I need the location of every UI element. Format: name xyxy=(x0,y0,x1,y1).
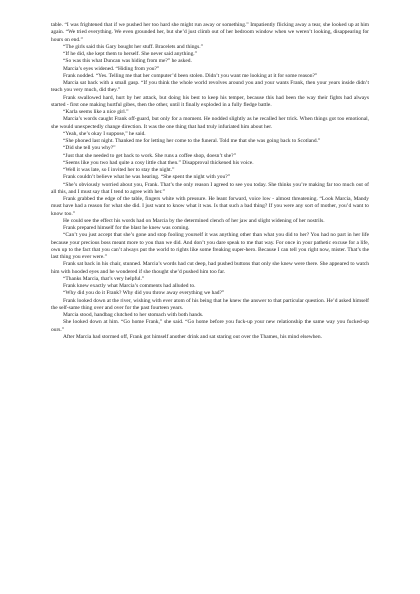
paragraph: Frank sat back in his chair, stunned. Marcia’s words had cut deep, had pushed buttons that only she knew were there. She appeared to watch him with hooded eyes and he wondered if she thought she’d pushed him too far. xyxy=(51,261,369,275)
paragraph: Marcia’s words caught Frank off-guard, but only for a moment. He nodded slightly as he recalled her trick. When things got too emotional, she would unexpectedly change direction. It was the one thing that had truly infuriated him about her. xyxy=(51,116,369,130)
paragraph: Marcia sat back with a small gasp. “If you think the whole world revolves around you and your wants Frank, then your years inside didn’t teach you very much, did they.” xyxy=(51,80,369,94)
paragraph: Frank swallowed hard, hurt by her attack, but doing his best to keep his temper, because this had been the way their fights had always started - first one making hurtful gibes, then the other, until it finally exploded in a fully fledge battle. xyxy=(51,94,369,108)
paragraph: Frank knew exactly what Marcia’s comments had alluded to. xyxy=(63,283,196,289)
paragraph: “She phoned last night. Thanked me for letting her come to the funeral. Told me that she was going back to Scotland.” xyxy=(63,138,321,144)
paragraph: “So was this what Duncan was hiding from me?” he asked. xyxy=(63,58,192,65)
paragraph: Frank prepared himself for the blast he knew was coming. xyxy=(63,225,190,231)
paragraph: “Yeah, she’s okay I suppose,” he said. xyxy=(63,130,146,137)
paragraph: Marcia stood, handbag clutched to her stomach with both hands. xyxy=(63,312,204,318)
paragraph: He could see the effect his words had on Marcia by the determined clench of her jaw and slight widening of her nostrils. xyxy=(63,217,325,224)
paragraph: “Why did you do it Frank? Why did you throw away everything we had?” xyxy=(63,290,225,297)
paragraph: “She’s obviously worried about you, Frank. That’s the only reason I agreed to see you today. She thinks you’re making far too much out of all this, and I must say that I tend to agree with her.” xyxy=(51,181,369,195)
paragraph: “Can’t you just accept that she’s gone and stop fooling yourself it was anything other than what you did to her? You had no part in her life because your precious boss meant more to you than we did. And don’t you dare speak to me that way. For once in your pathetic excuse for a life, own up to the fact that you can’t always put the world to rights like some freaking super-hero. Because I can tell you right now, mister. That’s the last thing you ever were.” xyxy=(51,232,369,260)
paragraph: Marcia’s eyes widened. “Hiding from you?” xyxy=(63,65,160,72)
paragraph: “The girls said this Gary bought her stuff. Bracelets and things.” xyxy=(63,43,204,50)
paragraph: Frank looked down at the river, wishing with ever atom of his being that he knew the answer to that particular question. He’d asked himself the self-same thing over and over for the past fourteen years. xyxy=(51,297,369,311)
paragraph: Frank nodded. “Yes. Telling me that her computer’d been stolen. Didn’t you want me looking at it for some reason?” xyxy=(63,72,318,79)
paragraph: table. “I was frightened that if we pushed her too hard she might run away or something.” Impatiently flicking away a tear, she looked up at him again. “We tried everything. We even grounded her, but she’d just climb out of her bedroom window when we weren’t looking, disappearing for hours on end.” xyxy=(51,22,369,43)
paragraph: “Seems like you two had quite a cosy little chat then.” Disapproval thickened his voice. xyxy=(63,159,254,166)
paragraph: “Just that she needed to get back to work. She runs a coffee shop, doesn’t she?” xyxy=(63,152,236,159)
paragraph: “Karla seems like a nice girl.” xyxy=(63,109,129,115)
paragraph: She looked down at him. “Go home Frank,” she said. “Go home before you fuck-up your new relationship the same way you fucked-up ours.” xyxy=(51,319,369,333)
paragraph: “Well it was late, so I invited her to stay the night.” xyxy=(63,167,175,173)
paragraph: Frank couldn’t believe what he was hearing. “She spent the night with you?” xyxy=(63,174,231,181)
paragraph: After Marcia had stormed off, Frank got himself another drink and sat staring out over the Thames, his mind elsewhen. xyxy=(63,333,322,340)
paragraph: “Did she tell you why?” xyxy=(63,145,116,152)
paragraph: “Thanks Marcia, that’s very helpful.” xyxy=(63,275,145,282)
paragraph: “If he did, she kept them to herself. She never said anything.” xyxy=(63,51,198,57)
paragraph: Frank grabbed the edge of the table, fingers white with pressure. He leant forward, voice low - almost threatening. “Look Marcia, Mandy must have had a reason for what she did. I just want to know what it was. Is that such a bad thing? If you were any sort of mother, you’d want to know too.” xyxy=(51,196,369,217)
